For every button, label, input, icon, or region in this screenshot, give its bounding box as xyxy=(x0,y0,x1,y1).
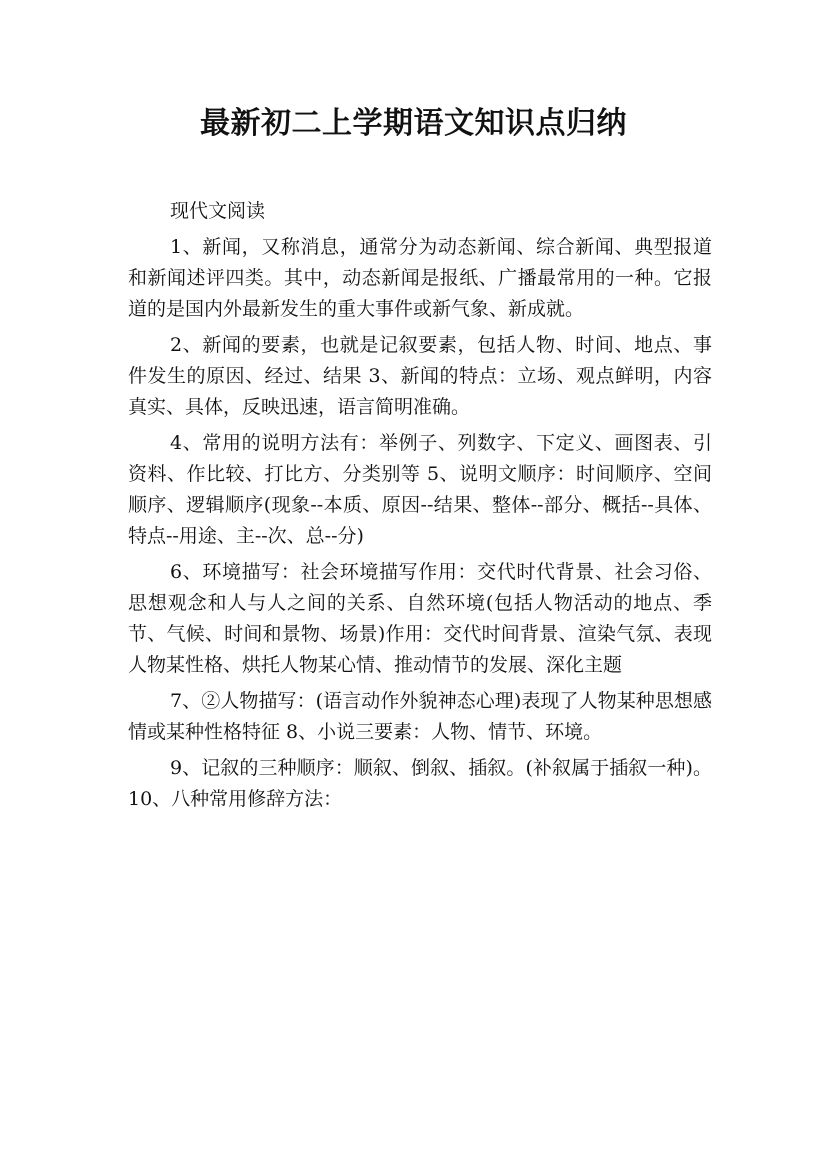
document-body xyxy=(128,196,712,815)
paragraph-6: 9、记叙的三种顺序：顺叙、倒叙、插叙。(补叙属于插叙一种)。10、八种常用修辞方法： xyxy=(128,757,712,810)
paragraph-5: 7、②人物描写：(语言动作外貌神态心理)表现了人物某种思想感情或某种性格特征 8、小说三要素：人物、情节、环境。 xyxy=(128,690,712,743)
paragraph-3: 4、常用的说明方法有：举例子、列数字、下定义、画图表、引资料、作比较、打比方、分类别等 5、说明文顺序：时间顺序、空间顺序、逻辑顺序(现象--本质、原因--结果、整体--部分、概括--具体、特点--用途、主--次、总--分) xyxy=(128,432,712,547)
paragraph-1: 1、新闻，又称消息，通常分为动态新闻、综合新闻、典型报道和新闻述评四类。其中，动态新闻是报纸、广播最常用的一种。它报道的是国内外最新发生的重大事件或新气象、新成就。 xyxy=(128,236,712,320)
paragraph-2: 2、新闻的要素，也就是记叙要素，包括人物、时间、地点、事件发生的原因、经过、结果 3、新闻的特点：立场、观点鲜明，内容真实、具体，反映迅速，语言简明准确。 xyxy=(128,334,712,418)
document-title: 最新初二上学期语文知识点归纳 xyxy=(200,106,627,141)
section-heading: 现代文阅读 xyxy=(170,200,266,222)
paragraph-4: 6、环境描写：社会环境描写作用：交代时代背景、社会习俗、思想观念和人与人之间的关系、自然环境(包括人物活动的地点、季节、气候、时间和景物、场景)作用：交代时间背景、渲染气氛、表现人物某性格、烘托人物某心情、推动情节的发展、深化主题 xyxy=(128,561,712,676)
